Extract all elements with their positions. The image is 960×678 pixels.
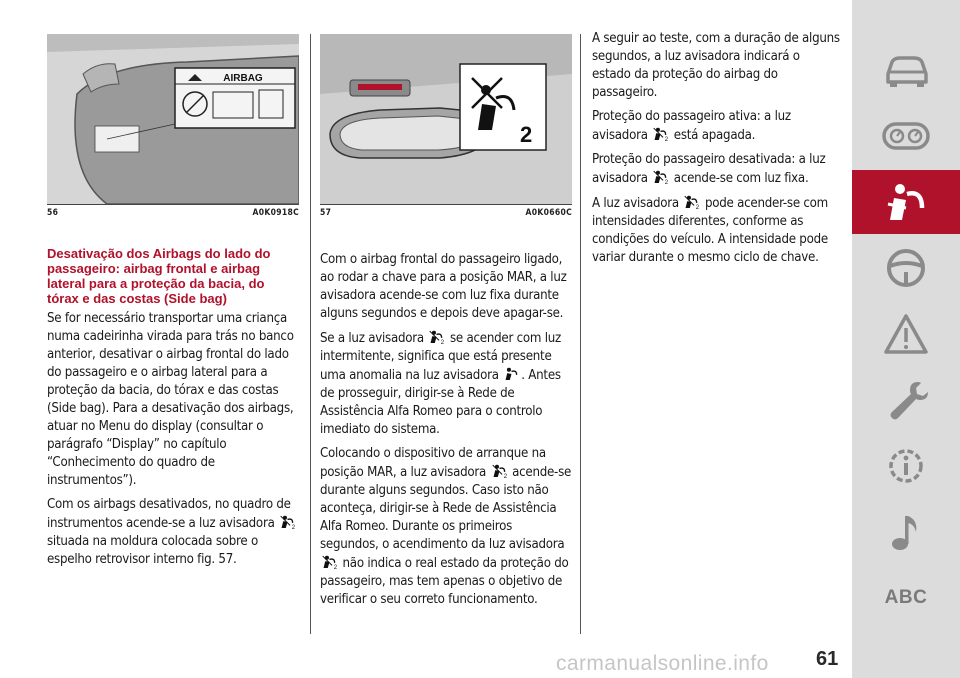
gauges-icon <box>880 114 932 158</box>
svg-text:2: 2 <box>503 473 507 479</box>
chapter-tab-driving[interactable] <box>852 236 960 300</box>
svg-text:2: 2 <box>665 179 669 185</box>
chapter-tab-emergency[interactable] <box>852 368 960 432</box>
text-span: não indica o real estado da proteção do passageiro, mas tem apenas o objetivo de verificar o seu correto funcionamento. <box>320 556 569 607</box>
chapter-sidebar <box>852 0 960 678</box>
figure-code: A0K0660C <box>525 208 572 218</box>
text-span: se acender com luz intermitente, significa que está presente uma anomalia na luz avisadora <box>320 331 561 383</box>
figure-56-image <box>47 34 299 204</box>
column-divider <box>580 34 581 634</box>
car-icon <box>880 48 932 92</box>
rearview-mirror-illustration <box>320 34 572 204</box>
watermark: carmanualsonline.info <box>556 652 769 675</box>
chapter-tab-maintenance[interactable] <box>852 434 960 498</box>
passenger-airbag-off-icon <box>428 329 445 345</box>
page-number: 61 <box>816 648 839 670</box>
paragraph <box>320 445 572 609</box>
column-divider <box>310 34 311 634</box>
figure-code: A0K0918C <box>252 208 299 218</box>
paragraph <box>592 194 840 267</box>
text-span: . Antes de prosseguir, dirigir-se à Rede de Assistência Alfa Romeo para o controlo imediato do sistema. <box>320 368 561 437</box>
warning-triangle-icon <box>880 312 932 356</box>
abc-label: ABC <box>884 587 928 608</box>
svg-text:2: 2 <box>291 524 295 530</box>
chapter-tab-multimedia[interactable] <box>852 500 960 564</box>
info-gear-icon <box>880 444 932 488</box>
text-span: Proteção do passageiro desativada: a luz avisadora <box>592 152 826 186</box>
chapter-tab-dashboard[interactable] <box>852 104 960 168</box>
svg-text:2: 2 <box>696 204 700 210</box>
figure-caption <box>47 204 299 218</box>
airbag-warning-icon <box>503 366 520 382</box>
paragraph: Se for necessário transportar uma criança numa cadeirinha virada para trás no banco anterior, desativar o airbag frontal do lado do passageiro e o airbag lateral para a proteção da bacia, do tórax e das costas (Side bag). Para a desativação dos airbags, atuar no Menu do display (consultar o parágrafo “Display” no capítulo “Conhecimento do quadro de instrumentos”). <box>47 311 294 488</box>
passenger-airbag-off-icon <box>321 554 338 570</box>
chapter-tab-warnings[interactable] <box>852 302 960 366</box>
text-span: Proteção do passageiro ativa: a luz avisadora <box>592 109 791 143</box>
figure-number: 56 <box>47 208 59 218</box>
paragraph: A seguir ao teste, com a duração de alguns segundos, a luz avisadora indicará o estado da proteção do airbag do passageiro. <box>592 31 840 100</box>
svg-text:2: 2 <box>441 339 445 345</box>
svg-text:2: 2 <box>333 564 337 570</box>
figure-caption <box>320 204 572 218</box>
text-span: pode acender-se com intensidades diferentes, conforme as condições do veículo. A intensidade pode variar durante o mesmo ciclo de chave. <box>592 196 828 265</box>
column-1 <box>47 34 299 575</box>
text-span: Colocando o dispositivo de arranque na posição MAR, a luz avisadora <box>320 446 546 480</box>
passenger-airbag-off-icon <box>491 463 508 479</box>
airbag-icon <box>880 180 932 224</box>
text-span: Se a luz avisadora <box>320 331 424 346</box>
passenger-airbag-off-icon <box>279 514 296 530</box>
text-span: Com os airbags desativados, no quadro de instrumentos acende-se a luz avisadora <box>47 497 291 531</box>
sun-visor-illustration <box>47 34 299 204</box>
passenger-airbag-off-icon <box>683 194 700 210</box>
wrench-icon <box>880 378 932 422</box>
paragraph <box>47 496 299 569</box>
airbag-label: AIRBAG <box>223 73 263 84</box>
figure-number: 57 <box>320 208 332 218</box>
paragraph: Com o airbag frontal do passageiro ligado, ao rodar a chave para a posição MAR, a luz avisadora acende-se com luz fixa durante alguns segundos e depois deve apagar-se. <box>320 252 567 321</box>
passenger-airbag-off-icon <box>652 169 669 185</box>
svg-text:2: 2 <box>665 136 669 142</box>
chapter-tab-index[interactable] <box>852 566 960 630</box>
figure-57-image <box>320 34 572 204</box>
column-3 <box>592 31 840 273</box>
text-span: situada na moldura colocada sobre o espelho retrovisor interno fig. 57. <box>47 534 258 567</box>
chapter-tab-safety[interactable] <box>852 170 960 234</box>
column-2 <box>320 34 572 615</box>
music-note-icon <box>880 510 932 554</box>
text-span: está apagada. <box>673 128 756 143</box>
paragraph <box>592 108 840 145</box>
chapter-tab-vehicle[interactable] <box>852 38 960 102</box>
text-span: acende-se com luz fixa. <box>673 171 809 186</box>
text-span: A luz avisadora <box>592 196 679 211</box>
section-heading: Desativação dos Airbags do lado do passageiro: airbag frontal e airbag lateral para a proteção da bacia, do tórax e das costas (Side bag) <box>47 246 271 306</box>
svg-text:2: 2 <box>520 122 533 147</box>
text-span: acende-se durante alguns segundos. Caso isto não aconteça, dirigir-se à Rede de Assistência Alfa Romeo. Durante os primeiros segundos, o acendimento da luz avisadora <box>320 465 572 552</box>
paragraph <box>320 329 572 439</box>
passenger-airbag-off-icon <box>652 126 669 142</box>
steering-wheel-icon <box>880 246 932 290</box>
paragraph <box>592 151 840 188</box>
